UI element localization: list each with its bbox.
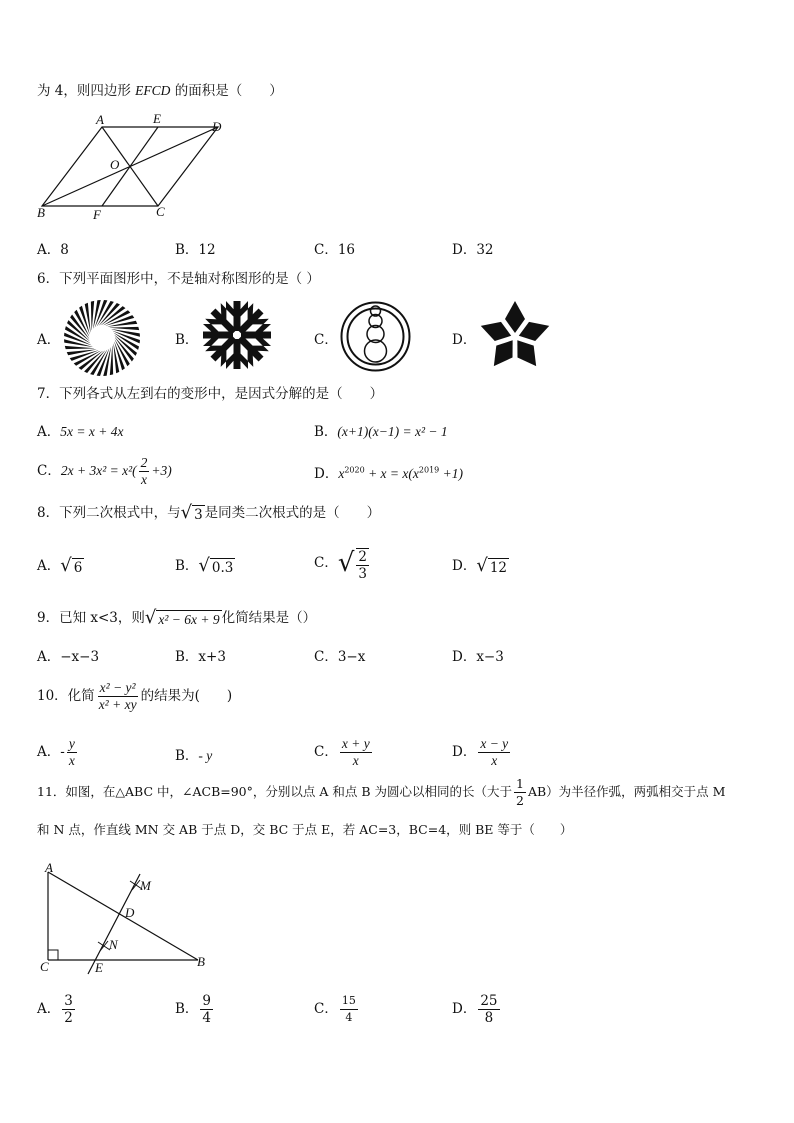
q6-option-a-label[interactable]: A． xyxy=(37,332,61,348)
q11-line1-prefix: 11．如图，在△ABC 中，∠ACB=90°，分别以点 A 和点 B 为圆心以相同的长（大于 xyxy=(37,784,512,799)
q7-c-right: +3) xyxy=(151,463,172,478)
q5-option-b[interactable]: B．12 xyxy=(175,242,216,258)
q8-a-sqrt: √ 6 xyxy=(60,555,83,576)
q8-option-a[interactable] xyxy=(37,554,84,577)
q5-label-o: O xyxy=(110,157,120,172)
q8-b-radicand: 0.3 xyxy=(211,560,234,576)
q11-c-num: 15 xyxy=(340,993,358,1010)
q9-stem-radicand: x² − 6x + 9 xyxy=(158,612,220,627)
q8-b-sqrt: √ 0.3 xyxy=(198,555,234,576)
q11-b-label: B． xyxy=(175,1001,199,1017)
q9-stem-suffix: 化简结果是（） xyxy=(221,610,317,626)
q10-option-c[interactable] xyxy=(314,736,374,769)
q8-b-label: B． xyxy=(175,558,199,574)
q11-line1-suffix: AB）为半径作弧，两弧相交于点 M xyxy=(527,784,726,799)
q11-label-n: N xyxy=(109,937,118,952)
q7-stem: 7．下列各式从左到右的变形中，是因式分解的是（ ） xyxy=(37,386,384,402)
q7-option-b[interactable] xyxy=(314,420,448,440)
q8-d-radicand: 12 xyxy=(489,560,507,576)
q11-d-den: 8 xyxy=(484,1010,494,1026)
q8-stem-suffix: 是同类二次根式的是（ ） xyxy=(204,505,381,521)
q11-option-c[interactable] xyxy=(314,993,360,1026)
q6-option-d-label[interactable]: D． xyxy=(452,332,477,348)
q7-option-d[interactable] xyxy=(314,462,463,482)
q8-option-d[interactable] xyxy=(452,554,509,577)
q10-d-den: x xyxy=(491,753,498,768)
q5-parallelogram-figure xyxy=(30,110,240,225)
q11-a-num: 3 xyxy=(64,993,73,1009)
q7-c-num: 2 xyxy=(140,455,148,470)
q11-a-fraction xyxy=(62,993,75,1026)
q8-d-sqrt: √ 12 xyxy=(476,555,507,576)
q9-option-b[interactable]: B．x+3 xyxy=(175,649,226,665)
q8-stem-prefix: 8．下列二次根式中，与 xyxy=(37,505,181,521)
q9-stem-prefix: 9．已知 x<3，则 xyxy=(37,610,145,626)
q8-c-label: C． xyxy=(314,555,338,571)
q10-c-den: x xyxy=(352,753,359,768)
q10-option-a[interactable] xyxy=(37,736,79,769)
q11-half-fraction xyxy=(514,776,526,809)
q7-d-a: x xyxy=(338,466,345,481)
q7-d-b: + x = x(x xyxy=(364,466,419,481)
q10-d-fraction xyxy=(478,736,510,769)
q10-stem-num: x² − y² xyxy=(99,680,136,695)
q10-a-den: x xyxy=(68,753,75,768)
q5-stem-var: EFCD xyxy=(135,83,171,98)
q7-option-c[interactable] xyxy=(37,455,172,488)
q5-label-e: E xyxy=(153,111,161,126)
q11-stem-line1 xyxy=(37,776,725,809)
q10-a-num: y xyxy=(68,736,75,751)
q11-option-d[interactable] xyxy=(452,993,502,1026)
q10-c-fraction xyxy=(340,736,372,769)
q10-stem-prefix: 10．化简 xyxy=(37,688,95,704)
q11-b-num: 9 xyxy=(202,993,212,1009)
q11-c-fraction xyxy=(340,993,358,1026)
q8-stem xyxy=(37,503,380,524)
q8-c-num: 2 xyxy=(358,549,368,565)
q8-c-den: 3 xyxy=(358,566,368,582)
q10-a-sign: - xyxy=(60,744,65,760)
q10-c-num: x + y xyxy=(341,736,370,751)
q8-d-label: D． xyxy=(452,558,477,574)
q5-label-b: B xyxy=(37,205,45,220)
q7-d-c: +1) xyxy=(439,466,463,481)
q5-option-d[interactable]: D．32 xyxy=(452,242,494,258)
q10-c-label: C． xyxy=(314,744,338,760)
q11-d-fraction xyxy=(478,993,499,1026)
q5-stem-suffix: 的面积是（ ） xyxy=(170,83,283,99)
q7-b-label: B． xyxy=(314,424,338,440)
q7-d-exp2: 2019 xyxy=(418,465,440,475)
q11-d-num: 25 xyxy=(480,993,498,1009)
q8-a-radicand: 6 xyxy=(73,560,83,576)
snowflake-arrows-icon[interactable] xyxy=(200,298,275,373)
q8-option-c[interactable] xyxy=(314,545,371,582)
q11-a-label: A． xyxy=(37,1001,61,1017)
q11-b-den: 4 xyxy=(202,1010,212,1026)
q10-b-label: B． xyxy=(175,748,199,764)
q10-stem xyxy=(37,680,232,713)
q7-c-left: 2x + 3x² = x²( xyxy=(60,463,137,478)
q11-triangle-figure xyxy=(36,856,216,978)
q7-a-label: A． xyxy=(37,424,61,440)
q6-option-c-label[interactable]: C． xyxy=(314,332,338,348)
q7-c-label: C． xyxy=(37,463,61,479)
q11-half-den: 2 xyxy=(516,793,524,808)
q10-a-fraction xyxy=(67,736,77,769)
q5-label-d: D xyxy=(212,119,222,134)
q11-b-fraction xyxy=(200,993,213,1026)
q8-a-label: A． xyxy=(37,558,61,574)
q5-stem-prefix: 为 4，则四边形 xyxy=(37,83,136,99)
q11-a-den: 2 xyxy=(64,1010,73,1026)
q8-stem-radicand: 3 xyxy=(194,507,203,523)
q8-c-fraction xyxy=(356,548,369,582)
pentagon-star-kites-icon[interactable] xyxy=(476,298,554,372)
q11-label-b: B xyxy=(197,954,205,969)
q10-a-label: A． xyxy=(37,744,61,760)
q7-b-expr: (x+1)(x−1) = x² − 1 xyxy=(337,424,448,439)
q6-option-b-label[interactable]: B． xyxy=(175,332,199,348)
q8-stem-sqrt: √ 3 xyxy=(180,502,203,523)
q7-d-label: D． xyxy=(314,466,339,482)
q7-option-a[interactable] xyxy=(37,420,123,440)
q10-d-num: x − y xyxy=(480,736,509,751)
spiral-ring-icon[interactable] xyxy=(62,298,142,378)
q7-a-expr: 5x = x + 4x xyxy=(60,424,124,439)
q9-stem xyxy=(37,608,316,629)
q5-label-a: A xyxy=(96,112,104,127)
q10-stem-suffix: 的结果为( ) xyxy=(140,688,233,704)
q10-stem-fraction xyxy=(97,680,139,713)
q6-stem: 6．下列平面图形中，不是轴对称图形的是（ ） xyxy=(37,271,320,287)
q5-option-c[interactable]: C．16 xyxy=(314,242,356,258)
q5-option-a[interactable]: A．8 xyxy=(37,242,69,258)
q11-c-label: C． xyxy=(314,1001,338,1017)
q5-stem xyxy=(37,82,283,100)
q9-option-d[interactable]: D．x−3 xyxy=(452,649,504,665)
q9-option-a[interactable]: A．−x−3 xyxy=(37,649,100,665)
q11-label-d: D xyxy=(125,905,135,920)
q11-label-c: C xyxy=(40,959,49,974)
q9-option-c[interactable]: C．3−x xyxy=(314,649,366,665)
q10-stem-den: x² + xy xyxy=(98,697,137,712)
q10-b-expr: - y xyxy=(198,748,213,763)
q11-option-b[interactable] xyxy=(175,993,215,1026)
q7-d-exp1: 2020 xyxy=(344,465,365,475)
q10-d-label: D． xyxy=(452,744,477,760)
q10-option-b[interactable] xyxy=(175,744,212,764)
q9-stem-sqrt: √ x² − 6x + 9 xyxy=(144,607,220,628)
q11-stem-line2: 和 N 点，作直线 MN 交 AB 于点 D，交 BC 于点 E，若 AC=3，BC=4，则 BE 等于（ ） xyxy=(37,822,573,837)
q11-c-den: 4 xyxy=(345,1011,353,1024)
q7-c-fraction xyxy=(139,455,150,488)
q8-option-b[interactable] xyxy=(175,554,235,577)
q5-label-c: C xyxy=(156,204,165,219)
q11-label-m: M xyxy=(140,878,151,893)
q7-c-den: x xyxy=(141,472,148,487)
q11-d-label: D． xyxy=(452,1001,477,1017)
q11-half-num: 1 xyxy=(516,776,524,791)
q11-option-a[interactable] xyxy=(37,993,77,1026)
q10-option-d[interactable] xyxy=(452,736,512,769)
q8-c-sqrt: √ $\frac{2}{3}$ xyxy=(337,548,368,582)
nested-circles-icon[interactable] xyxy=(338,299,413,374)
q11-label-e: E xyxy=(95,960,103,975)
q5-label-f: F xyxy=(93,207,101,222)
q11-label-a: A xyxy=(45,860,53,875)
